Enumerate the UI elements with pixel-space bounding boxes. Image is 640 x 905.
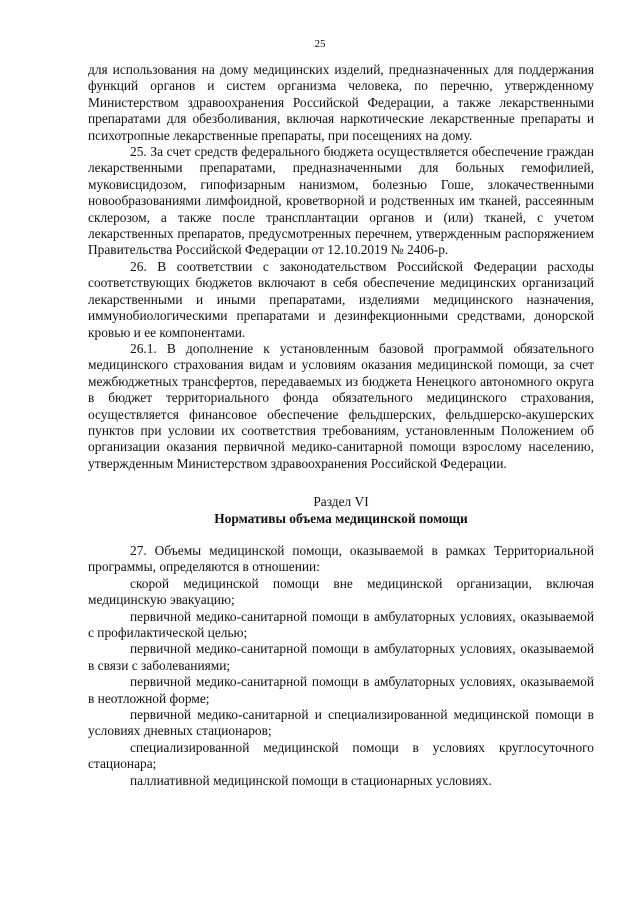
document-body [88,62,594,789]
paragraph: первичной медико-санитарной и специализированной медицинской помощи в условиях дневных стационаров; [88,707,594,739]
paragraph: 26. В соответствии с законодательством Российской Федерации расходы соответствующих бюджетов включают в себя обеспечение медицинских организаций лекарственными и иными препаратами, изделиями медицинского назначения, иммунобиологическими препаратами и дезинфекционными средствами, донорской кровью и ее компонентами. [88,258,594,340]
page-number: 25 [314,38,326,50]
paragraph: первичной медико-санитарной помощи в амбулаторных условиях, оказываемой в связи с заболеваниями; [88,641,594,673]
section-gap [88,527,594,543]
paragraph: первичной медико-санитарной помощи в амбулаторных условиях, оказываемой с профилактической целью; [88,608,594,640]
section-title: Нормативы объема медицинской помощи [214,510,468,526]
paragraph: 25. За счет средств федерального бюджета осуществляется обеспечение граждан лекарственными препаратами, предназначенными для больных гемофилией, муковисцидозом, гипофизарным нанизмом, болезнью Гоше, злокачественными новообразованиями лимфоидной, кроветворной и родственных им тканей, рассеянным склерозом, а также после трансплантации органов и (или) тканей, с учетом лекарственных препаратов, предусмотренных перечнем, утвержденным распоряжением Правительства Российской Федерации от 12.10.2019 № 2406-р. [88,144,594,258]
paragraphs-after-section [88,543,594,789]
paragraph: специализированной медицинской помощи в условиях круглосуточного стационара; [88,739,594,772]
paragraphs-before-section [88,62,594,472]
paragraph: 27. Объемы медицинской помощи, оказываемой в рамках Территориальной программы, определяются в отношении: [88,542,594,575]
paragraph: скорой медицинской помощи вне медицинской организации, включая медицинскую эвакуацию; [88,575,594,608]
section-heading [88,494,594,527]
section-label: Раздел VI [313,494,369,510]
paragraph: 26.1. В дополнение к установленным базовой программой обязательного медицинского страхования видам и условиям оказания медицинской помощи, за счет межбюджетных трансфертов, передаваемых из бюджета Ненецкого автономного округа в бюджет территориального фонда обязательного медицинского страхования, осуществляется финансовое обеспечение фельдшерских, фельдшерско-акушерских пунктов при условии их соответствия требованиям, установленным Положением об организации оказания первичной медико-санитарной помощи взрослому населению, утвержденным Министерством здравоохранения Российской Федерации. [88,340,594,471]
paragraph: паллиативной медицинской помощи в стационарных условиях. [130,772,492,788]
paragraph: первичной медико-санитарной помощи в амбулаторных условиях, оказываемой в неотложной форме; [88,674,594,706]
paragraph: для использования на дому медицинских изделий, предназначенных для поддержания функций органов и систем организма человека, по перечню, утвержденному Министерством здравоохранения Российской Федерации, а также лекарственными препаратами для обезболивания, включая наркотические лекарственные препараты и психотропные лекарственные препараты, при посещениях на дому. [88,62,594,143]
